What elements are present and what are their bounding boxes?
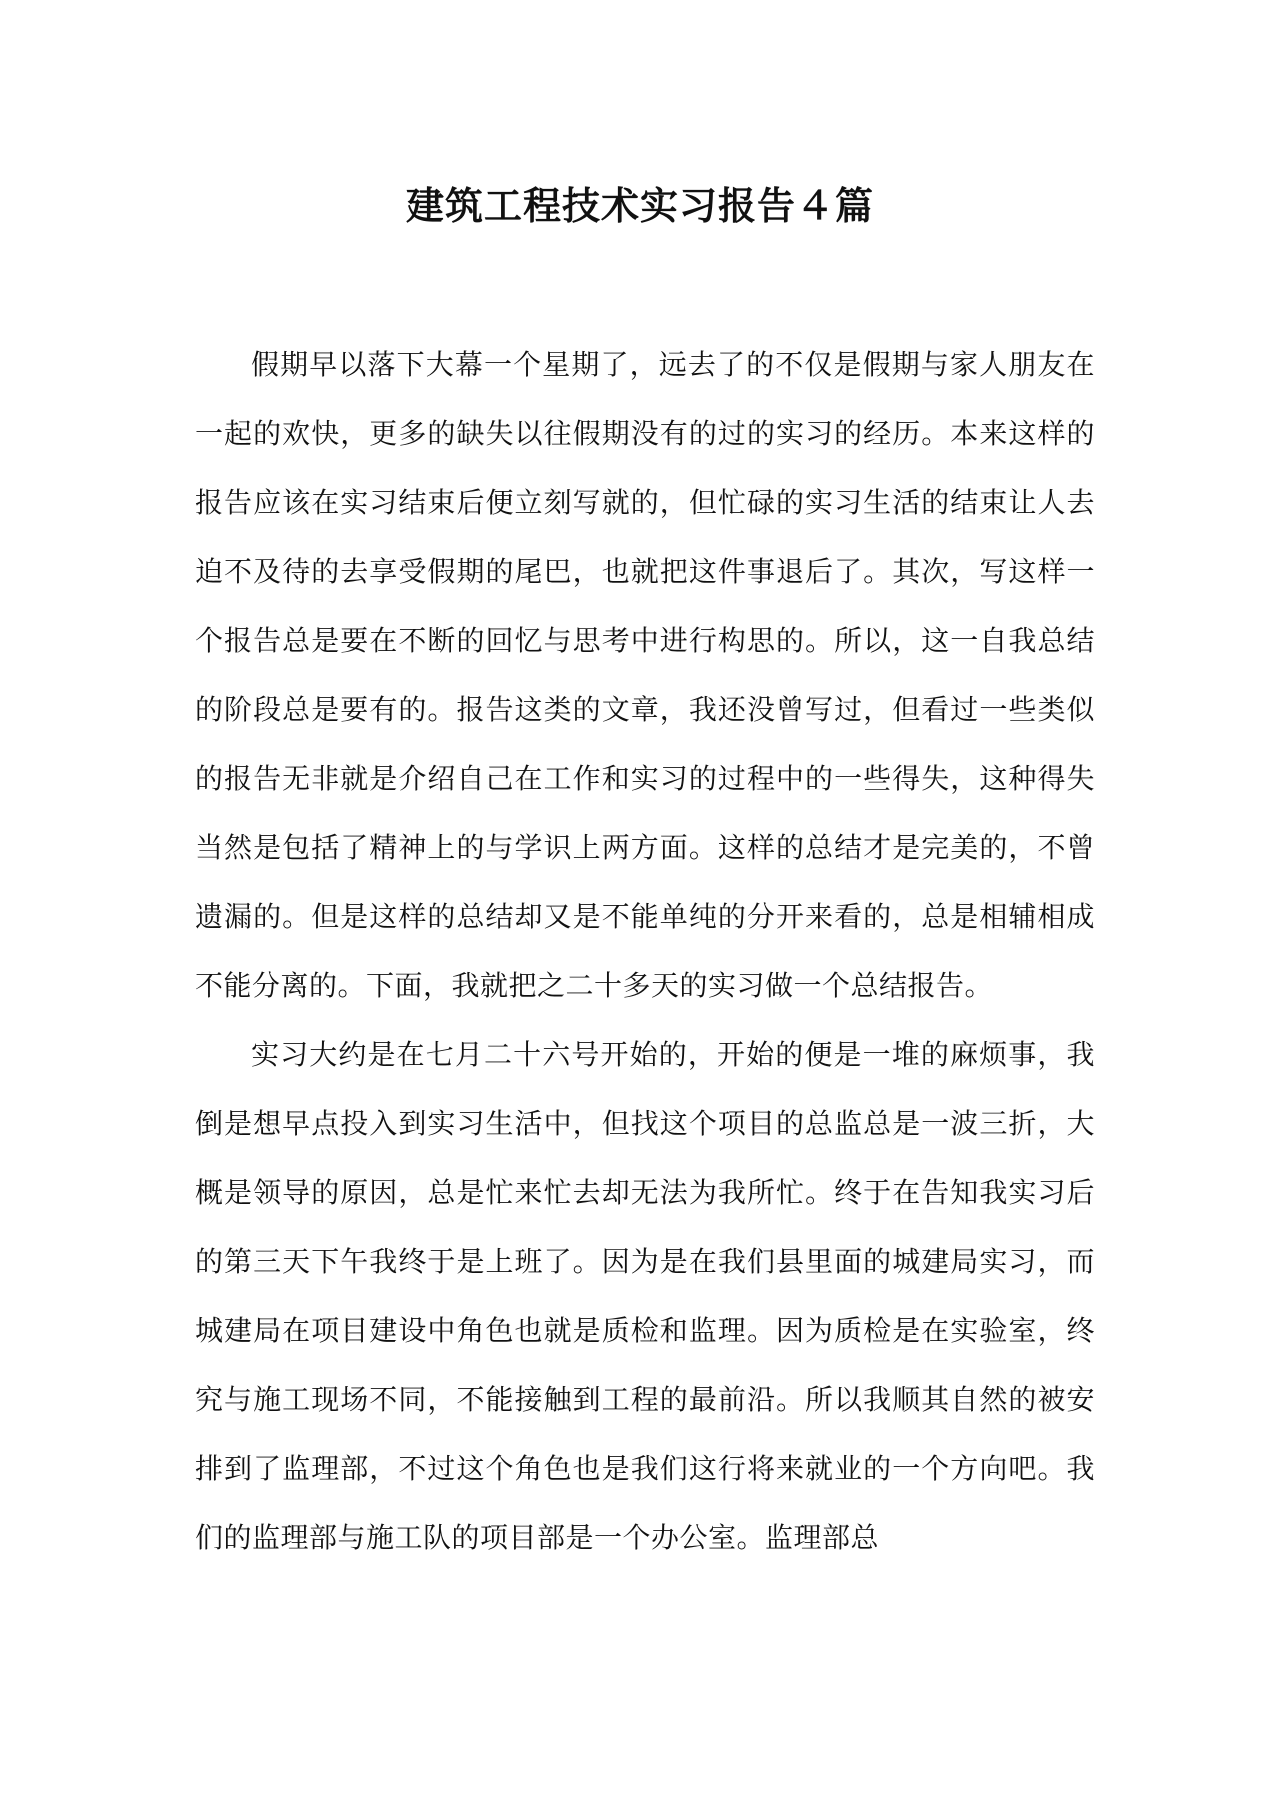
paragraph-2: 实习大约是在七月二十六号开始的，开始的便是一堆的麻烦事，我倒是想早点投入到实习生活中，但找这个项目的总监总是一波三折，大概是领导的原因，总是忙来忙去却无法为我所忙。终于在告知我实习后的第三天下午我终于是上班了。因为是在我们县里面的城建局实习，而城建局在项目建设中角色也就是质检和监理。因为质检是在实验室，终究与施工现场不同，不能接触到工程的最前沿。所以我顺其自然的被安排到了监理部，不过这个角色也是我们这行将来就业的一个方向吧。我们的监理部与施工队的项目部是一个办公室。监理部总 [195,1038,1095,1554]
document-title: 建筑工程技术实习报告４篇 [405,184,874,228]
paragraph-1: 假期早以落下大幕一个星期了，远去了的不仅是假期与家人朋友在一起的欢快，更多的缺失以往假期没有的过的实习的经历。本来这样的报告应该在实习结束后便立刻写就的，但忙碌的实习生活的结束让人去迫不及待的去享受假期的尾巴，也就把这件事退后了。其次，写这样一个报告总是要在不断的回忆与思考中进行构思的。所以，这一自我总结的阶段总是要有的。报告这类的文章，我还没曾写过，但看过一些类似的报告无非就是介绍自己在工作和实习的过程中的一些得失，这种得失当然是包括了精神上的与学识上两方面。这样的总结才是完美的，不曾遗漏的。但是这样的总结却又是不能单纯的分开来看的，总是相辅相成不能分离的。下面，我就把之二十多天的实习做一个总结报告。 [195,348,1095,1002]
document-body [195,330,1095,1572]
